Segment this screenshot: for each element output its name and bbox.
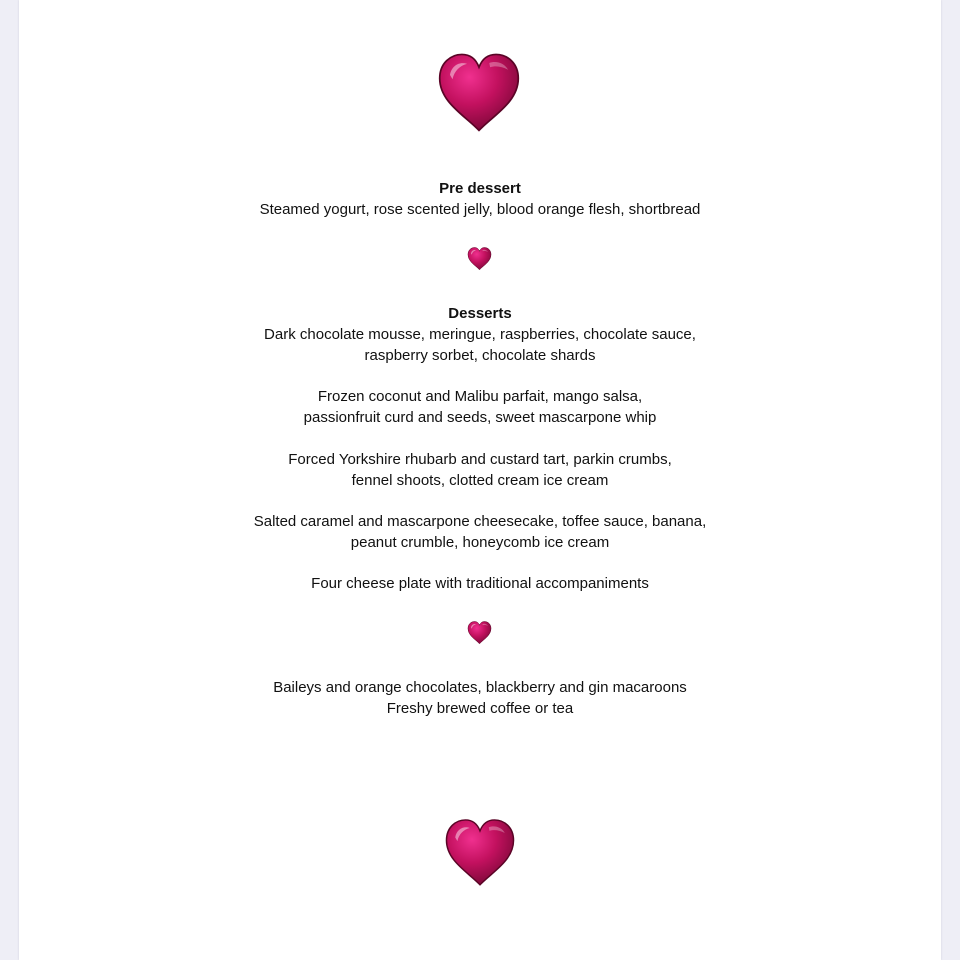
dessert-item-line: Frozen coconut and Malibu parfait, mango salsa, — [317, 388, 643, 405]
dessert-item-line: Dark chocolate mousse, meringue, raspberries, chocolate sauce, — [264, 326, 696, 343]
dessert-item-line: Four cheese plate with traditional accompaniments — [311, 575, 649, 592]
dessert-item-line: fennel shoots, clotted cream ice cream — [351, 472, 609, 489]
pre-dessert-heading: Pre dessert — [439, 180, 521, 197]
extras-line: Freshy brewed coffee or tea — [386, 700, 574, 717]
pre-dessert-description: Steamed yogurt, rose scented jelly, blood orange flesh, shortbread — [259, 201, 701, 218]
heart-icon — [443, 817, 517, 887]
heart-icon — [436, 51, 522, 133]
dessert-item-line: Salted caramel and mascarpone cheesecake, toffee sauce, banana, — [253, 513, 707, 530]
dessert-item-line: raspberry sorbet, chocolate shards — [364, 347, 596, 364]
heart-icon — [467, 620, 492, 645]
dessert-item-line: peanut crumble, honeycomb ice cream — [350, 534, 610, 551]
menu-page — [19, 0, 941, 960]
desserts-heading: Desserts — [448, 305, 512, 322]
heart-icon — [467, 246, 492, 271]
dessert-item-line: Forced Yorkshire rhubarb and custard tart, parkin crumbs, — [288, 451, 672, 468]
extras-line: Baileys and orange chocolates, blackberry and gin macaroons — [273, 679, 687, 696]
dessert-item-line: passionfruit curd and seeds, sweet mascarpone whip — [303, 409, 657, 426]
